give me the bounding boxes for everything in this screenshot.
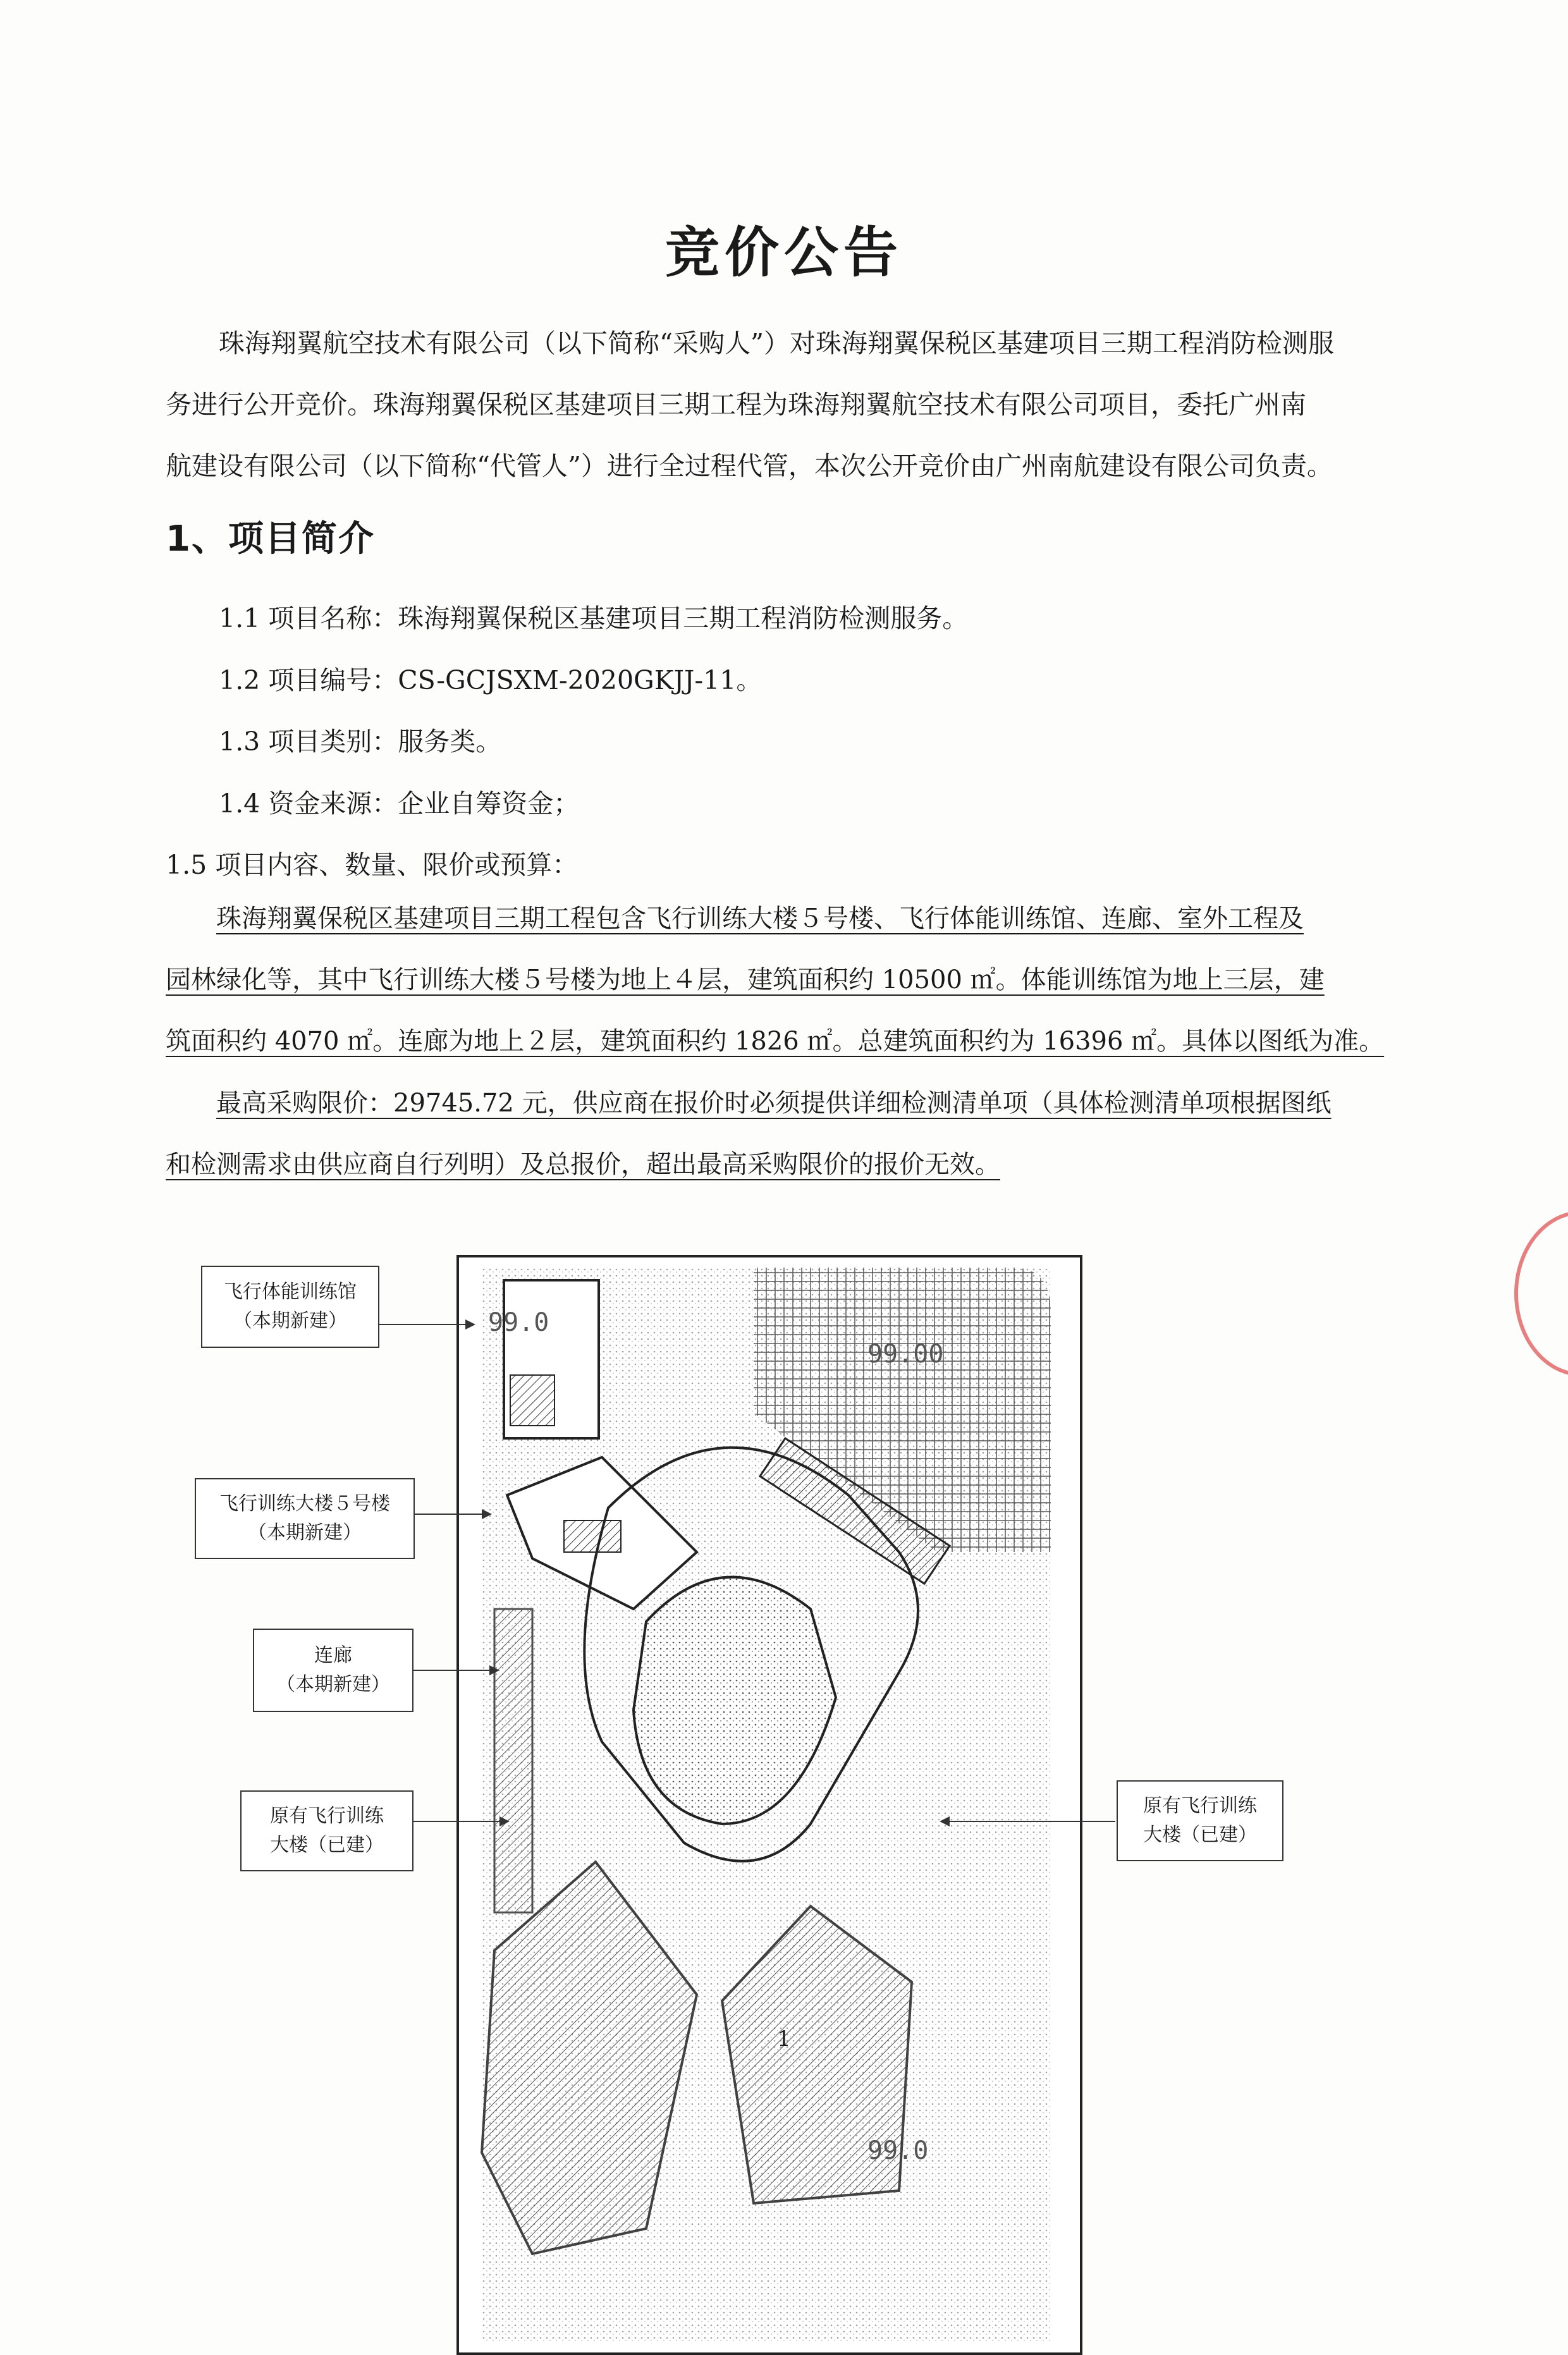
item-1-2: 1.2 项目编号：CS-GCJSXM-2020GKJJ-11。: [219, 665, 763, 695]
page-title: 竞价公告: [665, 221, 903, 284]
red-seal-stamp: [1514, 1211, 1568, 1376]
arrow-building5: [413, 1514, 483, 1515]
plan-building5-core: [564, 1520, 621, 1552]
intro-line-3: 航建设有限公司（以下简称“代管人”）进行全过程代管，本次公开竞价由广州南航建设有限公司负责。: [166, 451, 1333, 481]
arrow-gym: [378, 1324, 467, 1325]
label-building5: 飞行训练大楼５号楼 （本期新建）: [195, 1478, 415, 1559]
section-heading: 1、项目简介: [166, 518, 375, 560]
site-plan: [456, 1255, 1082, 2355]
intro-paragraph: [166, 313, 1424, 497]
item-1-5: 1.5 项目内容、数量、限价或预算：: [166, 850, 579, 880]
plan-mark-2: 99.00: [867, 1340, 944, 1369]
intro-line-1: 珠海翔翼航空技术有限公司（以下简称“采购人”）对珠海翔翼保税区基建项目三期工程消防检测服: [219, 328, 1334, 358]
plan-gym-stair: [510, 1375, 554, 1426]
item-1-1: 1.1 项目名称：珠海翔翼保税区基建项目三期工程消防检测服务。: [219, 603, 969, 633]
intro-line-2: 务进行公开竞价。珠海翔翼保税区基建项目三期工程为珠海翔翼航空技术有限公司项目，委托广州南: [166, 389, 1306, 420]
page-number: 1: [777, 2026, 791, 2052]
label-existing-right: 原有飞行训练 大楼（已建）: [1117, 1780, 1283, 1861]
price-line-2: 和检测需求由供应商自行列明）及总报价，超出最高采购限价的报价无效。: [166, 1150, 1000, 1179]
arrow-existing-right: [948, 1821, 1115, 1822]
label-existing-left: 原有飞行训练 大楼（已建）: [240, 1790, 413, 1871]
label-gym: 飞行体能训练馆 （本期新建）: [201, 1266, 379, 1348]
price-line-1: 最高采购限价：29745.72 元，供应商在报价时必须提供详细检测清单项（具体检测清单项根据图纸: [216, 1089, 1332, 1118]
plan-mark-3: 99.0: [867, 2136, 929, 2165]
arrow-existing-left: [412, 1821, 501, 1822]
content-line-1: 珠海翔翼保税区基建项目三期工程包含飞行训练大楼５号楼、飞行体能训练馆、连廊、室外工程及: [216, 904, 1304, 933]
label-corridor: 连廊 （本期新建）: [253, 1629, 413, 1712]
item-1-4: 1.4 资金来源：企业自筹资金；: [219, 788, 580, 819]
content-paragraph: [166, 888, 1424, 1072]
plan-mark-1: 99.0: [488, 1308, 549, 1337]
plan-corridor: [494, 1609, 532, 1912]
content-line-2: 园林绿化等，其中飞行训练大楼５号楼为地上４层，建筑面积约 10500 ㎡。体能训练馆为地上三层，建: [166, 965, 1325, 994]
content-line-3: 筑面积约 4070 ㎡。连廊为地上２层，建筑面积约 1826 ㎡。总建筑面积约为 16396 ㎡。具体以图纸为准。: [166, 1027, 1385, 1056]
arrow-corridor: [412, 1670, 491, 1671]
price-paragraph: [166, 1073, 1424, 1196]
item-1-3: 1.3 项目类别：服务类。: [219, 726, 502, 757]
